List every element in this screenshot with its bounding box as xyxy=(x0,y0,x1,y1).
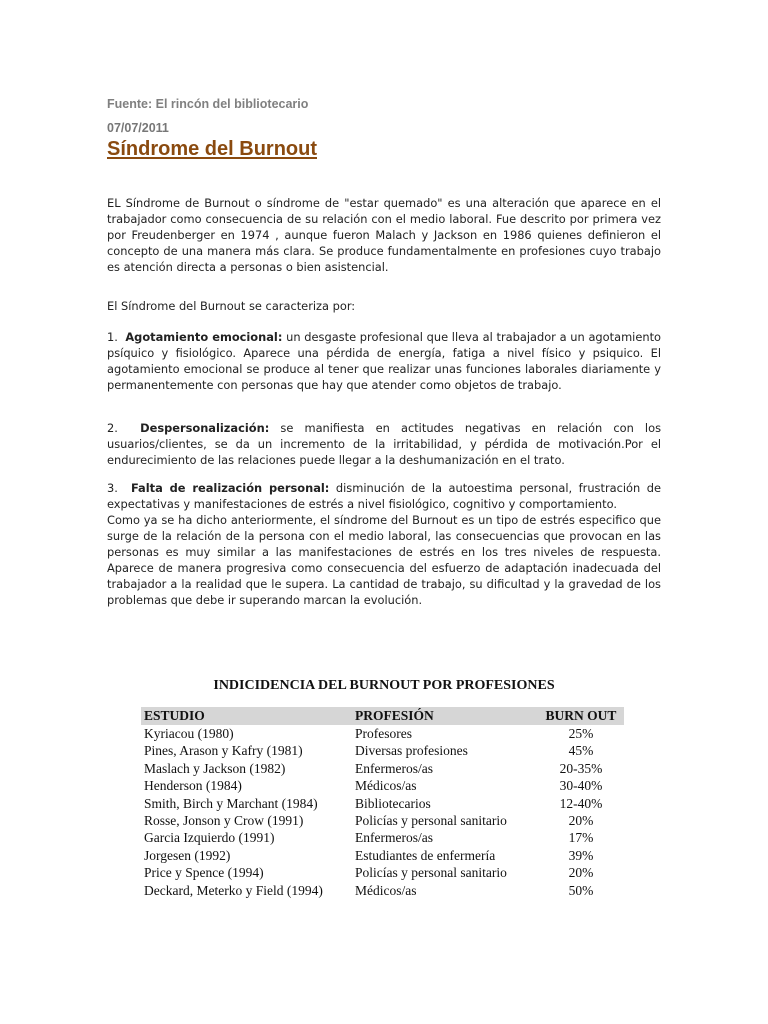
table-row xyxy=(141,742,624,759)
page-title: Síndrome del Burnout xyxy=(107,138,317,160)
table-row xyxy=(141,725,624,742)
list-item-1-text: un desgaste profesional que lleva al trabajador a un agotamiento psíquico y fisiológico. Aparece una pérdida de energía, fatiga a nivel físico y psiquico. El agotamiento emocional se produce al tener que realizar unas funciones laborales diariamente y permanentemente con personas que hay que atender como objetos de trabajo. xyxy=(107,330,661,392)
cell-burnout: 39% xyxy=(568,847,594,863)
cell-burnout: 20% xyxy=(568,813,594,829)
cell-profesion: Policías y personal sanitario xyxy=(355,813,507,829)
cell-estudio: Garcia Izquierdo (1991) xyxy=(144,830,275,846)
cell-profesion: Enfermeros/as xyxy=(355,830,433,846)
table-row xyxy=(141,864,624,881)
list-item-2-text: se manifiesta en actitudes negativas en relación con los usuarios/clientes, se da un incremento de la irritabilidad, y pérdida de motivación.Por el endurecimiento de las relaciones puede llegar a la deshumanización en el trato. xyxy=(107,421,662,467)
list-item-2 xyxy=(107,420,661,468)
header-estudio: ESTUDIO xyxy=(141,707,352,725)
characterized-line: El Síndrome del Burnout se caracteriza por: xyxy=(107,299,356,313)
cell-estudio: Jorgesen (1992) xyxy=(144,847,231,863)
cell-estudio: Rosse, Jonson y Crow (1991) xyxy=(144,813,304,829)
cell-estudio: Deckard, Meterko y Field (1994) xyxy=(144,882,323,898)
cell-estudio: Kyriacou (1980) xyxy=(144,726,234,741)
cell-estudio: Maslach y Jackson (1982) xyxy=(144,760,286,776)
list-item-3 xyxy=(107,480,661,608)
list-item-1 xyxy=(107,329,661,393)
cell-profesion: Diversas profesiones xyxy=(355,743,468,759)
table-row xyxy=(141,812,624,829)
cell-profesion: Bibliotecarios xyxy=(355,795,431,811)
table-row xyxy=(141,829,624,846)
cell-burnout: 25% xyxy=(568,726,594,741)
cell-burnout: 17% xyxy=(568,830,594,846)
cell-burnout: 45% xyxy=(568,743,594,759)
cell-estudio: Henderson (1984) xyxy=(144,778,242,794)
header-burnout: BURN OUT xyxy=(538,707,624,725)
table-row xyxy=(141,760,624,777)
header-profesion: PROFESIÓN xyxy=(352,707,538,725)
date-line: 07/07/2011 xyxy=(107,121,169,135)
list-item-2-number: 2. xyxy=(107,421,118,435)
table-row xyxy=(141,882,624,899)
list-item-3-text: disminución de la autoestima personal, frustración de expectativas y manifestaciones de estrés a nivel fisiológico, cognitivo y comportamiento. xyxy=(107,481,662,511)
cell-profesion: Policías y personal sanitario xyxy=(355,865,507,881)
cell-estudio: Pines, Arason y Kafry (1981) xyxy=(144,743,303,759)
list-item-3-term: Falta de realización personal: xyxy=(130,481,330,495)
cell-burnout: 30-40% xyxy=(559,778,603,794)
conclusion-paragraph: Como ya se ha dicho anteriormente, el síndrome del Burnout es un tipo de estrés especifico que surge de la relación de la persona con el medio laboral, las consecuencias que provocan en las personas es muy similar a las manifestaciones de estrés en los tres niveles de respuesta. Aparece de manera progresiva como consecuencia del esfuerzo de adaptación inadecuada del trabajador a la realidad que le supera. La cantidad de trabajo, su dificultad y la gravedad de los problemas que debe ir superando marcan la evolución. xyxy=(107,513,661,607)
cell-burnout: 50% xyxy=(568,882,594,898)
table-title: INDICIDENCIA DEL BURNOUT POR PROFESIONES xyxy=(213,678,555,693)
list-item-2-term: Despersonalización: xyxy=(140,421,270,435)
cell-burnout: 20-35% xyxy=(559,760,603,776)
cell-estudio: Smith, Birch y Marchant (1984) xyxy=(144,795,318,811)
list-item-1-number: 1. xyxy=(107,330,118,344)
table-row xyxy=(141,847,624,864)
cell-profesion: Médicos/as xyxy=(355,778,417,794)
cell-profesion: Enfermeros/as xyxy=(355,760,433,776)
table-row xyxy=(141,795,624,812)
cell-estudio: Price y Spence (1994) xyxy=(144,865,264,881)
burnout-table xyxy=(141,707,624,899)
intro-paragraph: EL Síndrome de Burnout o síndrome de "estar quemado" es una alteración que aparece en el trabajador como consecuencia de su relación con el medio laboral. Fue descrito por primera vez por Freudenberger en 1974 , aunque fueron Malach y Jackson en 1986 quienes definieron el concepto de una manera más clara. Se produce fundamentalmente en profesiones cuyo trabajo es atención directa a personas o bien asistencial. xyxy=(107,196,661,274)
cell-burnout: 20% xyxy=(568,865,594,881)
cell-profesion: Profesores xyxy=(355,726,412,741)
list-item-1-term: Agotamiento emocional: xyxy=(125,330,283,344)
source-line: Fuente: El rincón del bibliotecario xyxy=(107,97,309,111)
table-row xyxy=(141,777,624,794)
cell-profesion: Médicos/as xyxy=(355,882,417,898)
cell-burnout: 12-40% xyxy=(559,795,603,811)
table-header-row xyxy=(141,707,624,725)
cell-profesion: Estudiantes de enfermería xyxy=(355,847,496,863)
list-item-3-number: 3. xyxy=(107,481,118,495)
